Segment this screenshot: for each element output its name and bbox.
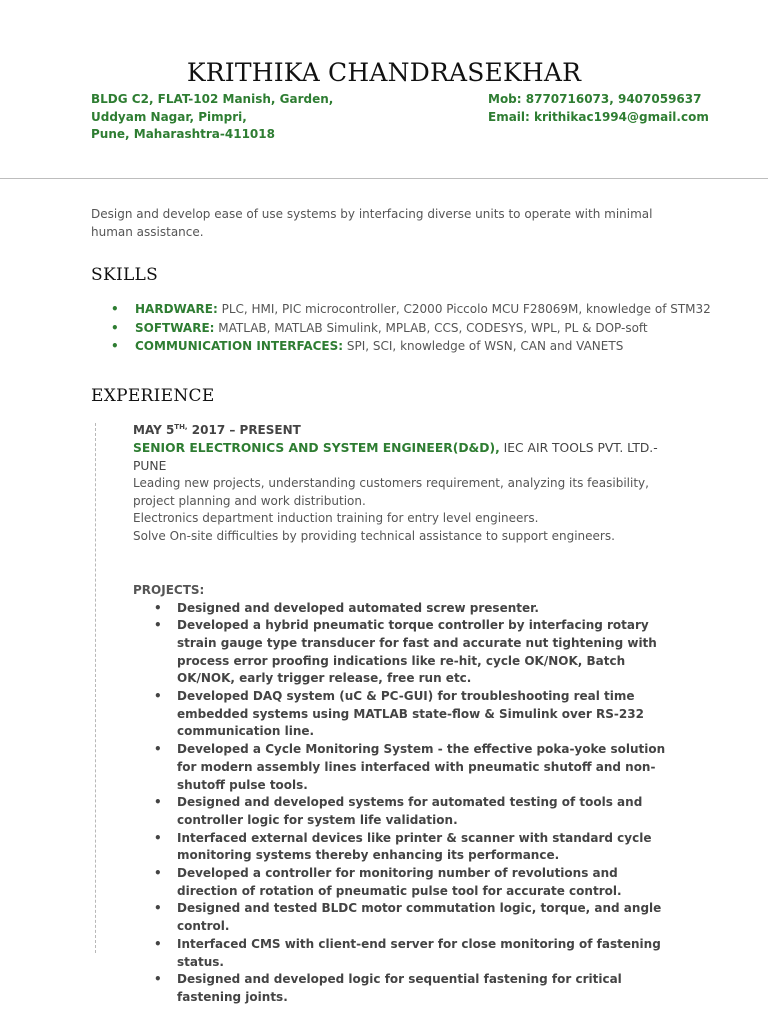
projects-heading: PROJECTS: [133,583,205,597]
project-item: • Developed a Cycle Monitoring System - the effective poka-yoke solution for modern assembly lines interfaced with pneumatic shutoff and non-shutoff pulse tools. [132,741,673,794]
skill-item [107,300,727,319]
skill-category: HARDWARE: [135,302,218,316]
skill-category: COMMUNICATION INTERFACES: [135,339,344,353]
job-role [133,439,693,475]
date-ordinal: TH, [174,423,188,431]
experience-entry [133,418,693,1007]
project-item: • Designed and developed logic for sequential fastening for critical fastening joints. [132,971,673,1006]
project-item: • Designed and developed systems for automated testing of tools and controller logic for system life validation. [132,794,673,829]
company-name: IEC AIR TOOLS PVT. LTD.- PUNE [133,441,658,473]
job-dates [133,418,693,439]
address-line: Pune, Maharashtra-411018 [91,127,275,141]
candidate-name: KRITHIKA CHANDRASEKHAR [186,58,582,87]
project-item: • Interfaced CMS with client-end server for close monitoring of fastening status. [132,936,673,971]
description-line: Solve On-site difficulties by providing technical assistance to support engineers. [133,528,615,543]
job-description [133,475,693,545]
skill-values: MATLAB, MATLAB Simulink, MPLAB, CCS, CODESYS, WPL, PL & DOP-soft [214,320,648,335]
address-line: Uddyam Nagar, Pimpri, [91,109,247,124]
skills-heading: SKILLS [91,265,159,285]
timeline-line [95,423,96,953]
skill-values: PLC, HMI, PIC microcontroller, C2000 Piccolo MCU F28069M, knowledge of STM32 [217,302,711,316]
description-line: Electronics department induction training for entry level engineers. [133,511,539,525]
skills-list [107,300,727,356]
skill-category: SOFTWARE: [135,320,215,335]
project-item: • Developed a hybrid pneumatic torque controller by interfacing rotary strain gauge type transducer for fast and accurate nut tightening with process error proofing indications like re-hit, cycle OK/NOK, Batch OK/NOK, early trigger release, free run etc. [132,617,673,688]
contact-block [488,91,709,126]
email-address: Email: krithikac1994@gmail.com [488,109,709,124]
project-item: • Interfaced external devices like printer & scanner with standard cycle monitoring systems thereby enhancing its performance. [132,830,673,865]
experience-heading: EXPERIENCE [91,386,215,406]
project-item: • Developed DAQ system (uC & PC-GUI) for troubleshooting real time embedded systems using MATLAB state-flow & Simulink over RS-232 communication line. [132,688,673,741]
address-line: BLDG C2, FLAT-102 Manish, Garden, [91,92,334,106]
project-item: • Developed a controller for monitoring number of revolutions and direction of rotation of pneumatic pulse tool for accurate control. [132,865,673,900]
skill-values: SPI, SCI, knowledge of WSN, CAN and VANETS [343,339,624,353]
phone-numbers: Mob: 8770716073, 9407059637 [488,92,702,106]
projects-list [133,600,673,1007]
date-end: 2017 – PRESENT [187,423,301,437]
header-divider [0,178,768,179]
description-line: Leading new projects, understanding customers requirement, analyzing its feasibility, project planning and work distribution. [133,476,649,508]
objective-statement: Design and develop ease of use systems by interfacing diverse units to operate with minimal human assistance. [91,207,653,239]
address-block [91,91,333,144]
job-title: SENIOR ELECTRONICS AND SYSTEM ENGINEER(D&D), [133,441,500,455]
date-start: MAY 5 [133,423,175,437]
skill-item [107,337,727,356]
skill-item [107,319,727,338]
project-item: • Designed and tested BLDC motor commutation logic, torque, and angle control. [132,900,673,935]
project-item: • Designed and developed automated screw presenter. [132,600,673,618]
